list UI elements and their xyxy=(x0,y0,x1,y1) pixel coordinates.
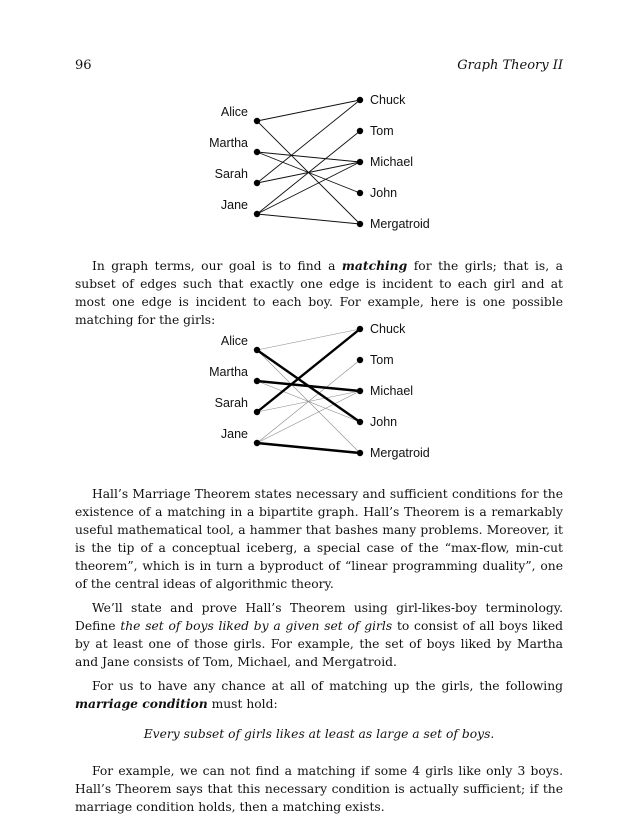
edge-martha-michael xyxy=(257,152,360,162)
girl-label-sarah: Sarah xyxy=(214,396,248,410)
term-marriage-condition: marriage condition xyxy=(75,696,208,711)
boy-label-tom: Tom xyxy=(370,353,394,367)
girl-label-jane: Jane xyxy=(220,427,248,441)
matching-edge-martha-michael xyxy=(257,381,360,391)
boy-node-john xyxy=(357,190,363,196)
paragraph-text: to consist of all boys liked by at least one of those girls. For example, the set of boys liked by Martha and Jane consists of Tom, Michael, and Mergatroid. xyxy=(75,619,564,669)
boy-node-tom xyxy=(357,357,363,363)
paragraph-text: In graph terms, our goal is to find a xyxy=(92,259,342,273)
term-matching: matching xyxy=(341,258,408,273)
boy-node-chuck xyxy=(357,97,363,103)
page-number: 96 xyxy=(75,58,92,73)
edge-jane-mergatroid xyxy=(257,214,360,224)
girl-label-jane: Jane xyxy=(220,198,248,212)
girl-label-sarah: Sarah xyxy=(214,167,248,181)
edge-jane-michael xyxy=(257,162,360,214)
marriage-condition-statement: Every subset of girls likes at least as large a set of boys. xyxy=(143,727,495,741)
boy-label-john: John xyxy=(370,415,398,429)
boy-node-john xyxy=(357,419,363,425)
edge-alice-chuck xyxy=(257,100,360,121)
edge-sarah-chuck xyxy=(257,100,360,183)
edge-alice-chuck xyxy=(257,329,360,350)
girl-node-martha xyxy=(254,378,260,384)
girl-node-martha xyxy=(254,149,260,155)
chapter-title: Graph Theory II xyxy=(457,58,563,73)
matching-edge-jane-mergatroid xyxy=(257,443,360,453)
paragraph-example: For example, we can not find a matching if some 4 girls like only 3 boys. Hall’s Theorem says that this necessary condition is actually sufficient; if the marriage condition holds, then a matching exists. xyxy=(75,764,563,814)
boy-label-tom: Tom xyxy=(370,124,394,138)
matching-edge-sarah-chuck xyxy=(257,329,360,412)
boy-label-chuck: Chuck xyxy=(370,93,406,107)
paragraph-text: must hold: xyxy=(207,697,278,711)
girl-label-alice: Alice xyxy=(220,334,248,348)
girl-node-sarah xyxy=(254,409,260,415)
boy-node-mergatroid xyxy=(357,221,363,227)
paragraph-marriage-condition xyxy=(75,677,563,713)
boy-node-mergatroid xyxy=(357,450,363,456)
paragraph-text: We’ll state and prove Hall’s Theorem using girl-likes-boy terminology. Define xyxy=(75,601,563,633)
girl-node-jane xyxy=(254,211,260,217)
boy-label-mergatroid: Mergatroid xyxy=(370,217,430,231)
girl-label-martha: Martha xyxy=(209,365,248,379)
bipartite-graph-2-matching xyxy=(0,317,638,467)
paragraph-text: for the girls; that is, a subset of edges such that exactly one edge is incident to each girl and at most one edge is incident to each boy. For example, here is one possible matching for the girls: xyxy=(75,259,563,327)
boy-label-michael: Michael xyxy=(370,384,414,398)
boy-node-michael xyxy=(357,388,363,394)
boy-label-john: John xyxy=(370,186,398,200)
girl-label-martha: Martha xyxy=(209,136,248,150)
girl-node-alice xyxy=(254,118,260,124)
girl-node-jane xyxy=(254,440,260,446)
edge-jane-tom xyxy=(257,360,360,443)
boy-label-mergatroid: Mergatroid xyxy=(370,446,430,460)
girl-label-alice: Alice xyxy=(220,105,248,119)
girl-node-alice xyxy=(254,347,260,353)
page-header xyxy=(75,58,563,78)
paragraph-definition xyxy=(75,599,563,671)
term-set-of-boys: the set of boys liked by a given set of girls xyxy=(120,619,393,633)
boy-node-michael xyxy=(357,159,363,165)
girl-node-sarah xyxy=(254,180,260,186)
boy-label-michael: Michael xyxy=(370,155,414,169)
edge-jane-tom xyxy=(257,131,360,214)
body-text xyxy=(75,485,563,816)
paragraph-text: For us to have any chance at all of matching up the girls, the following xyxy=(92,679,563,693)
boy-node-chuck xyxy=(357,326,363,332)
boy-label-chuck: Chuck xyxy=(370,322,406,336)
bipartite-graph-1 xyxy=(0,88,638,238)
boy-node-tom xyxy=(357,128,363,134)
paragraph-halls-theorem: Hall’s Marriage Theorem states necessary and sufficient conditions for the existence of a matching in a bipartite graph. Hall’s Theorem is a remarkably useful mathematical tool, a hammer that bashes many problems. Moreover, it is the tip of a conceptual iceberg, a special case of the “max-flow, min-cut theorem”, which is in turn a byproduct of “linear programming duality”, one of the central ideas of algorithmic theory. xyxy=(75,487,563,591)
